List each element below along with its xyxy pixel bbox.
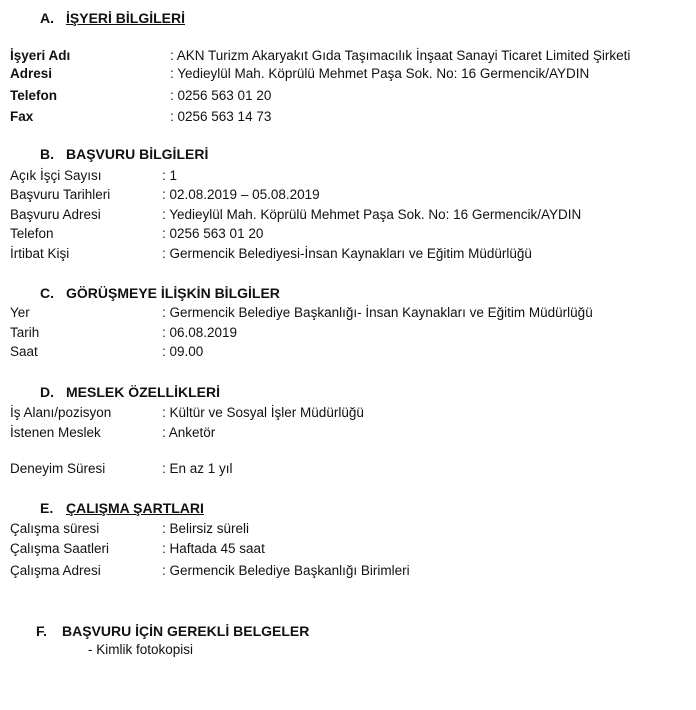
row-label: Çalışma süresi xyxy=(10,521,100,536)
row-value: : Belirsiz süreli xyxy=(162,521,250,536)
row-value: : Haftada 45 saat xyxy=(162,541,265,556)
section-f-title: BAŞVURU İÇİN GEREKLİ BELGELER xyxy=(62,623,310,639)
row-value: : AKN Turizm Akaryakıt Gıda Taşımacılık İnşaat Sanayi Ticaret Limited Şirketi xyxy=(170,48,631,63)
row-label: Çalışma Adresi xyxy=(10,563,101,578)
row-label: İşyeri Adı xyxy=(10,48,71,63)
section-e-title: ÇALIŞMA ŞARTLARI xyxy=(66,500,204,516)
row-label: Açık İşçi Sayısı xyxy=(10,168,102,183)
row-label: Çalışma Saatleri xyxy=(10,541,110,556)
row-label: Telefon xyxy=(10,88,57,103)
row-label: Yer xyxy=(10,305,30,320)
row-label: Adresi xyxy=(10,66,53,81)
row-label: İrtibat Kişi xyxy=(10,246,70,261)
row-value: : Anketör xyxy=(162,425,216,440)
row-value: : Germencik Belediyesi-İnsan Kaynakları ve Eğitim Müdürlüğü xyxy=(162,246,532,261)
section-d-heading xyxy=(40,384,220,400)
section-f-letter: F. xyxy=(36,623,47,639)
row-value: : 0256 563 01 20 xyxy=(162,226,264,241)
row-value: : 02.08.2019 – 05.08.2019 xyxy=(162,187,320,202)
section-d-title: MESLEK ÖZELLİKLERİ xyxy=(66,384,220,400)
row-value: : 09.00 xyxy=(162,344,204,359)
row-value: : 0256 563 01 20 xyxy=(170,88,272,103)
section-a-heading xyxy=(40,10,185,26)
section-b-title: BAŞVURU BİLGİLERİ xyxy=(66,146,209,162)
row-value: : 06.08.2019 xyxy=(162,325,238,340)
row-label: Telefon xyxy=(10,226,54,241)
row-value: : En az 1 yıl xyxy=(162,461,233,476)
section-f-heading xyxy=(36,623,309,639)
section-b-letter: B. xyxy=(40,146,54,162)
section-c-letter: C. xyxy=(40,285,54,301)
row-value: : 1 xyxy=(162,168,178,183)
section-d-letter: D. xyxy=(40,384,54,400)
section-e-letter: E. xyxy=(40,500,54,516)
section-c-heading xyxy=(40,285,280,301)
section-b-heading xyxy=(40,146,208,162)
row-label: Başvuru Tarihleri xyxy=(10,187,111,202)
row-value: : Germencik Belediye Başkanlığı- İnsan Kaynakları ve Eğitim Müdürlüğü xyxy=(162,305,593,320)
row-label: Tarih xyxy=(10,325,40,340)
section-e-heading xyxy=(40,500,204,516)
row-label: İstenen Meslek xyxy=(10,425,101,440)
required-document-item: - Kimlik fotokopisi xyxy=(88,642,194,657)
row-value: : Yedieylül Mah. Köprülü Mehmet Paşa Sok. No: 16 Germencik/AYDIN xyxy=(162,207,582,222)
row-label: İş Alanı/pozisyon xyxy=(10,405,112,420)
row-value: : Kültür ve Sosyal İşler Müdürlüğü xyxy=(162,405,364,420)
row-label: Saat xyxy=(10,344,38,359)
row-label: Deneyim Süresi xyxy=(10,461,106,476)
section-a-title: İŞYERİ BİLGİLERİ xyxy=(66,10,186,26)
row-value: : Germencik Belediye Başkanlığı Birimleri xyxy=(162,563,410,578)
row-label: Fax xyxy=(10,109,34,124)
section-c-title: GÖRÜŞMEYE İLİŞKİN BİLGİLER xyxy=(66,285,280,301)
section-a-letter: A. xyxy=(40,10,54,26)
row-value: : 0256 563 14 73 xyxy=(170,109,272,124)
row-value: : Yedieylül Mah. Köprülü Mehmet Paşa Sok. No: 16 Germencik/AYDIN xyxy=(170,66,590,81)
row-label: Başvuru Adresi xyxy=(10,207,101,222)
